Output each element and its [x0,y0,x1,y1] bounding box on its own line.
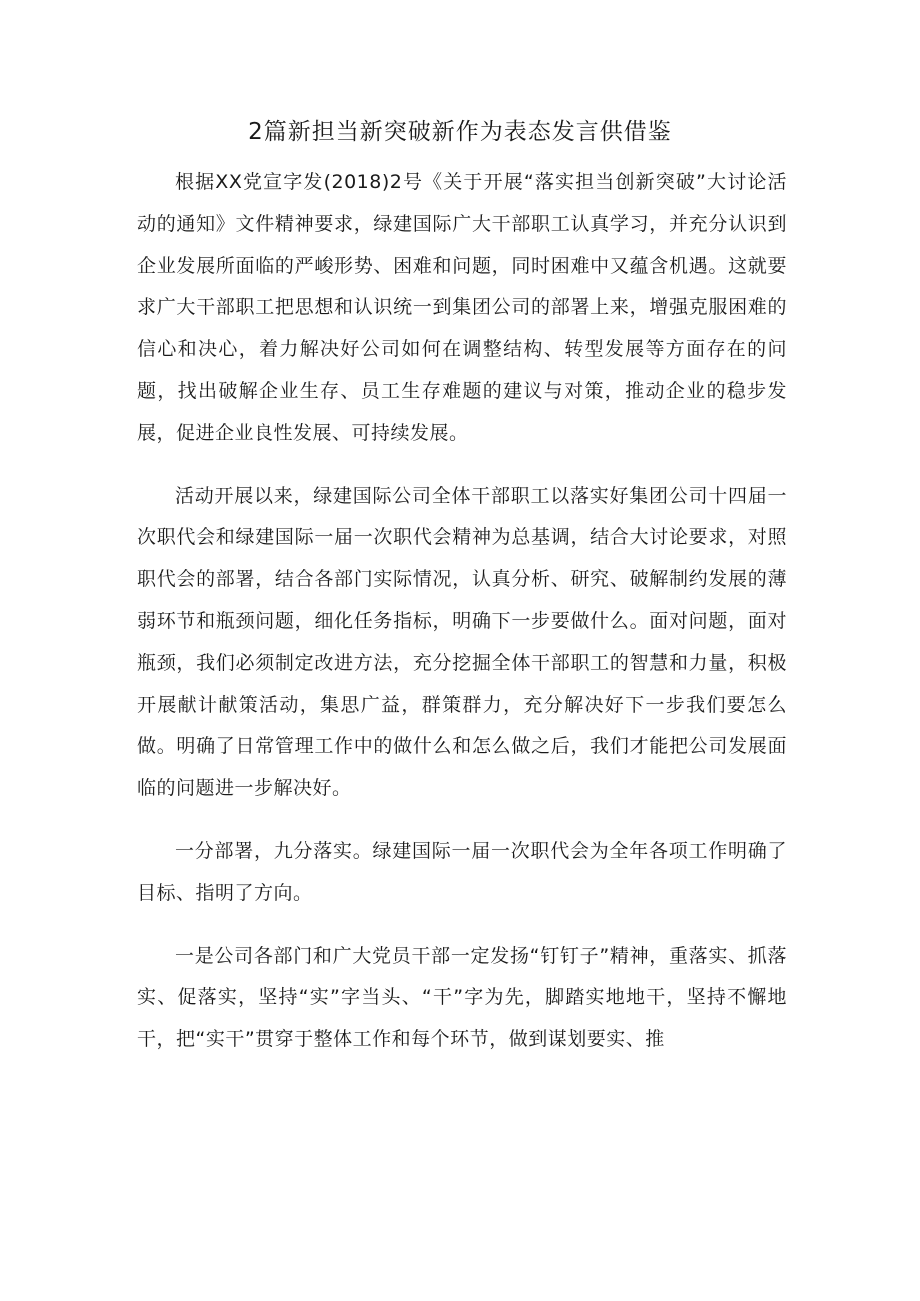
paragraph-3: 一分部署，九分落实。绿建国际一届一次职代会为全年各项工作明确了目标、指明了方向。 [137,839,787,904]
document-title: 2篇新担当新突破新作为表态发言供借鉴 [248,119,672,145]
document-body [137,162,787,1061]
paragraph-2: 活动开展以来，绿建国际公司全体干部职工以落实好集团公司十四届一次职代会和绿建国际一届一次职代会精神为总基调，结合大讨论要求，对照职代会的部署，结合各部门实际情况，认真分析、研究、破解制约发展的薄弱环节和瓶颈问题，细化任务指标，明确下一步要做什么。面对问题，面对瓶颈，我们必须制定改进方法，充分挖掘全体干部职工的智慧和力量，积极开展献计献策活动，集思广益，群策群力，充分解决好下一步我们要怎么做。明确了日常管理工作中的做什么和怎么做之后，我们才能把公司发展面临的问题进一步解决好。 [137,484,787,800]
paragraph-4: 一是公司各部门和广大党员干部一定发扬“钉钉子”精神，重落实、抓落实、促落实，坚持“实”字当头、“干”字为先，脚踏实地地干，坚持不懈地干，把“实干”贯穿于整体工作和每个环节，做到谋划要实、推 [137,944,787,1051]
paragraph-1: 根据XX党宣字发(2018)2号《关于开展“落实担当创新突破”大讨论活动的通知》文件精神要求，绿建国际广大干部职工认真学习，并充分认识到企业发展所面临的严峻形势、困难和问题，同时困难中又蕴含机遇。这就要求广大干部职工把思想和认识统一到集团公司的部署上来，增强克服困难的信心和决心，着力解决好公司如何在调整结构、转型发展等方面存在的问题，找出破解企业生存、员工生存难题的建议与对策，推动企业的稳步发展，促进企业良性发展、可持续发展。 [137,171,787,444]
